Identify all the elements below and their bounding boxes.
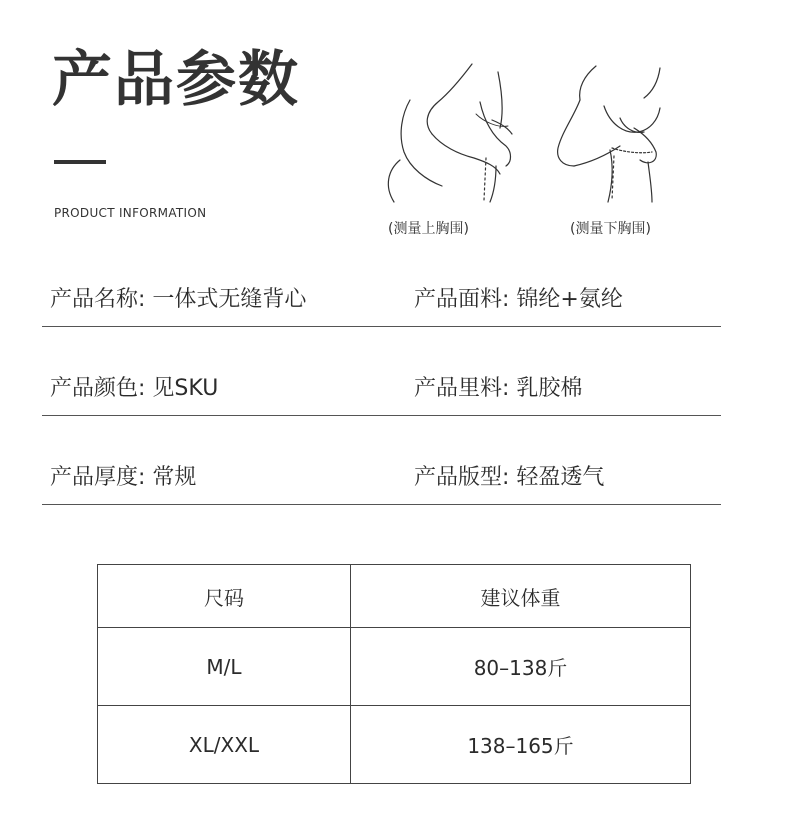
spec-product-name: 产品名称: 一体式无缝背心: [50, 287, 307, 312]
spec-lining: 产品里料: 乳胶棉: [414, 376, 583, 401]
header-size: 尺码: [98, 565, 351, 628]
page-subtitle: PRODUCT INFORMATION: [54, 206, 207, 220]
table-row: [98, 628, 691, 706]
header-weight: 建议体重: [351, 565, 691, 628]
cell-weight: 80–138斤: [351, 628, 691, 706]
spec-row: [42, 262, 721, 327]
table-row: [98, 706, 691, 784]
title-divider: [54, 160, 106, 164]
spec-thickness: 产品厚度: 常规: [50, 465, 197, 490]
spec-fabric: 产品面料: 锦纶+氨纶: [414, 287, 623, 312]
spec-color: 产品颜色: 见SKU: [50, 376, 219, 401]
table-header-row: [98, 565, 691, 628]
under-bust-caption: (测量下胸围): [570, 221, 651, 237]
spec-fit: 产品版型: 轻盈透气: [414, 465, 605, 490]
spec-row: [42, 440, 721, 505]
cell-size: M/L: [98, 628, 351, 706]
spec-list: [42, 262, 721, 505]
under-bust-illustration: [548, 62, 678, 204]
cell-size: XL/XXL: [98, 706, 351, 784]
upper-bust-caption: (测量上胸围): [388, 221, 469, 237]
spec-row: [42, 351, 721, 416]
page-title: 产品参数: [52, 45, 300, 115]
size-table: [97, 564, 691, 784]
upper-bust-illustration: [380, 62, 520, 204]
cell-weight: 138–165斤: [351, 706, 691, 784]
